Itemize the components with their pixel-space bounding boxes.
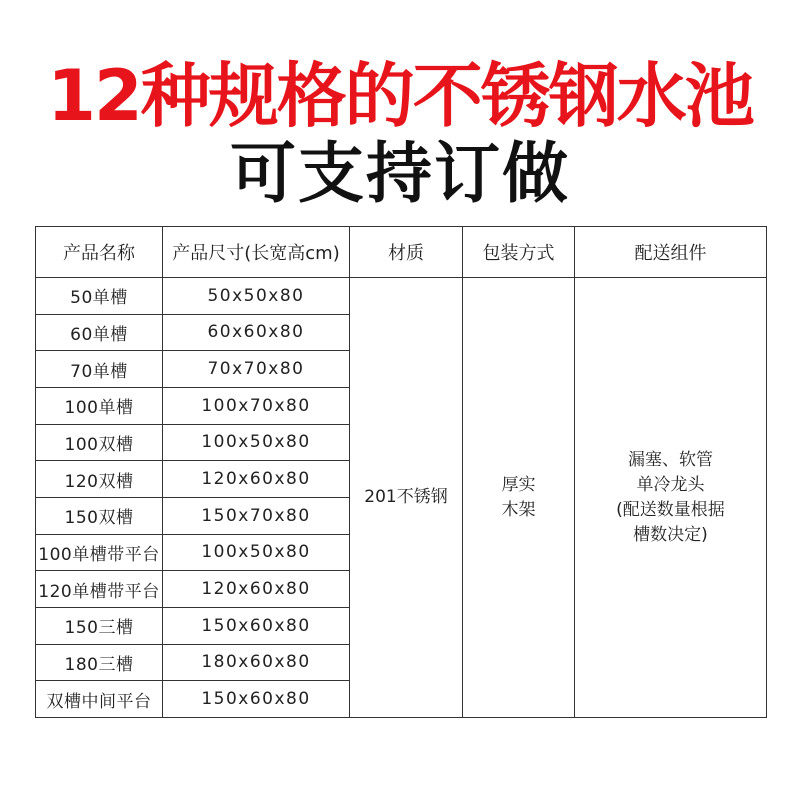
- product-size-cell: 100x50x80: [163, 424, 350, 461]
- product-size-cell: 100x50x80: [163, 534, 350, 571]
- components-line: 漏塞、软管: [628, 449, 713, 470]
- packaging-line: 木架: [501, 499, 536, 520]
- packaging-line: 厚实: [501, 474, 536, 495]
- product-name-cell: 60单槽: [36, 314, 163, 351]
- product-size-cell: 120x60x80: [163, 571, 350, 608]
- product-name-cell: 180三槽: [36, 644, 163, 681]
- components-cell: [575, 278, 767, 718]
- product-name-cell: 100双槽: [36, 424, 163, 461]
- product-name-cell: 150三槽: [36, 607, 163, 644]
- components-line: 槽数决定): [633, 524, 708, 545]
- product-name-cell: 100单槽: [36, 387, 163, 424]
- product-size-cell: 50x50x80: [163, 278, 350, 315]
- product-name-cell: 双槽中间平台: [36, 681, 163, 718]
- product-name-cell: 100单槽带平台: [36, 534, 163, 571]
- product-size-cell: 150x70x80: [163, 497, 350, 534]
- headline-custom-order: 可支持订做: [230, 135, 570, 212]
- product-size-cell: 70x70x80: [163, 351, 350, 388]
- product-name-cell: 150双槽: [36, 497, 163, 534]
- product-name-cell: 120双槽: [36, 461, 163, 498]
- product-size-cell: 180x60x80: [163, 644, 350, 681]
- table-row: [36, 278, 767, 315]
- header-material: 材质: [350, 227, 463, 278]
- material-cell: [350, 278, 463, 718]
- table-header-row: [36, 227, 767, 278]
- components-line: (配送数量根据: [616, 499, 725, 520]
- header-components: 配送组件: [575, 227, 767, 278]
- product-name-cell: 50单槽: [36, 278, 163, 315]
- material-text: 201不锈钢: [364, 487, 448, 507]
- components-line: 单冷龙头: [636, 474, 705, 495]
- headline-specs: 12种规格的不锈钢水池: [47, 55, 753, 137]
- header-product-name: 产品名称: [36, 227, 163, 278]
- header-product-size: 产品尺寸(长宽高cm): [163, 227, 350, 278]
- product-name-cell: 70单槽: [36, 351, 163, 388]
- header-packaging: 包装方式: [463, 227, 575, 278]
- packaging-cell: [463, 278, 575, 718]
- product-size-cell: 100x70x80: [163, 387, 350, 424]
- product-size-cell: 150x60x80: [163, 681, 350, 718]
- product-size-cell: 120x60x80: [163, 461, 350, 498]
- product-size-cell: 150x60x80: [163, 607, 350, 644]
- product-name-cell: 120单槽带平台: [36, 571, 163, 608]
- spec-table: [35, 226, 767, 718]
- product-size-cell: 60x60x80: [163, 314, 350, 351]
